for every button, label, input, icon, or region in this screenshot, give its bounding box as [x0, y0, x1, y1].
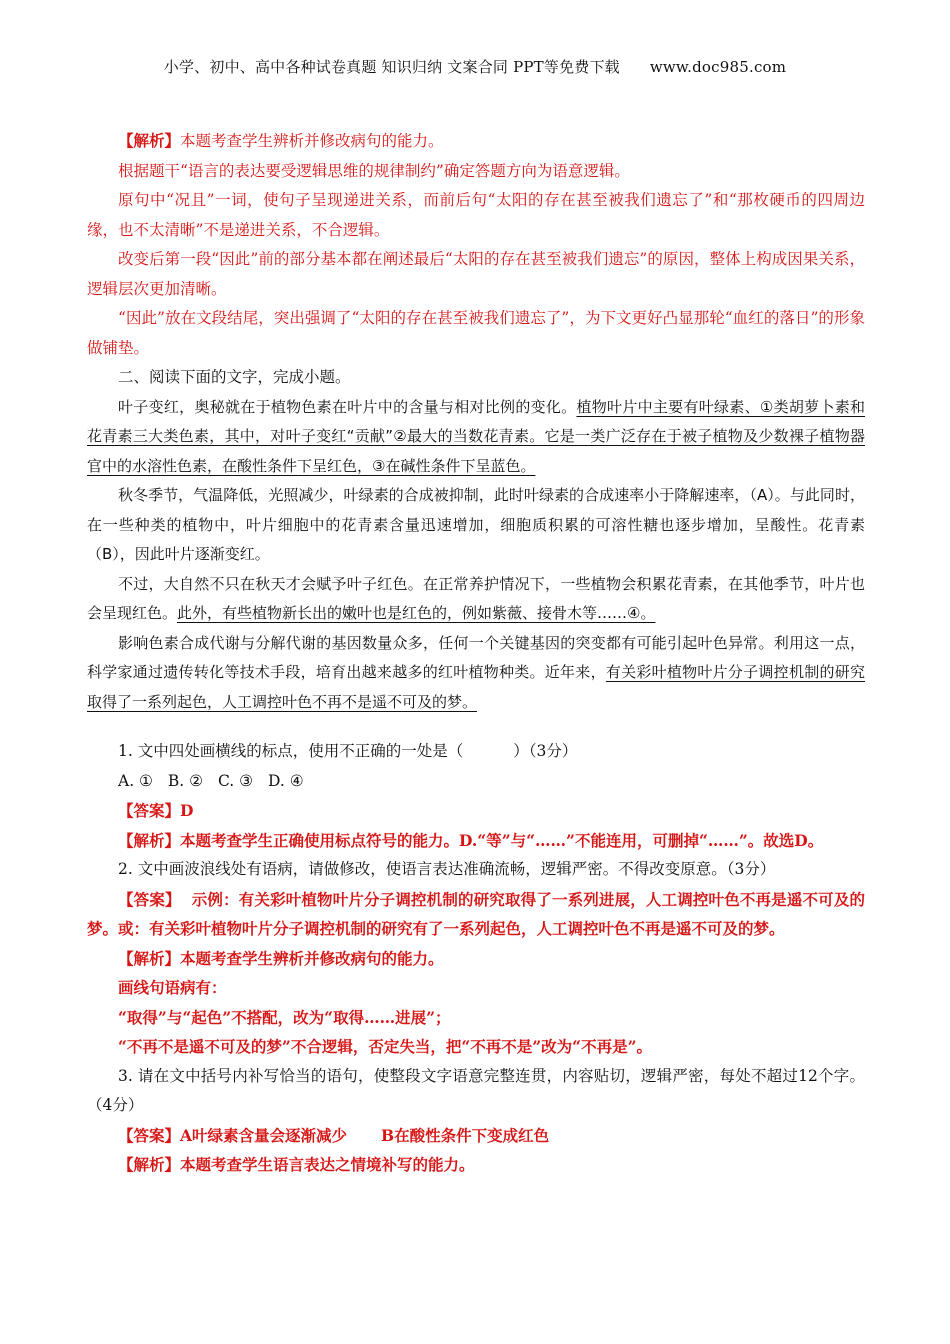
- passage-paragraph-2: 秋冬季节，气温降低，光照减少，叶绿素的合成被抑制，此时叶绿素的合成速率小于降解速率，（A）。与此同时，在一些种类的植物中，叶片细胞中的花青素含量迅速增加，细胞质积累的可溶性糖也逐步增加，呈酸性。花青素（B），因此叶片逐渐变红。: [87, 486, 865, 563]
- page-header: [0, 56, 950, 77]
- question-2-stem: 2. 文中画波浪线处有语病，请做修改，使语言表达准确流畅，逻辑严密。不得改变原意。（3分）: [118, 860, 776, 878]
- question-3-stem: 3. 请在文中括号内补写恰当的语句，使整段文字语意完整连贯，内容贴切，逻辑严密，每处不超过12个字。（4分）: [87, 1066, 865, 1114]
- question-2-answer: 【答案】 示例：有关彩叶植物叶片分子调控机制的研究取得了一系列进展，人工调控叶色不再是遥不可及的梦。或：有关彩叶植物叶片分子调控机制的研究有了一系列起色，人工调控叶色不再是遥不可及的梦。: [87, 889, 865, 938]
- question-2-analysis-line: 画线句语病有：: [118, 978, 227, 997]
- analysis-prev-p5: “因此”放在文段结尾，突出强调了“太阳的存在甚至被我们遗忘了”，为下文更好凸显那轮“血红的落日”的形象做铺垫。: [87, 309, 865, 357]
- section-heading: 二、阅读下面的文字，完成小题。: [118, 368, 351, 386]
- question-3-answer: 【答案】A叶绿素含量会逐渐减少 B在酸性条件下变成红色: [118, 1125, 550, 1145]
- question-1-stem: 1. 文中四处画横线的标点，使用不正确的一处是（ ）（3分）: [118, 742, 578, 760]
- question-1-options: [87, 767, 865, 797]
- question-2-analysis-line: “取得”与“起色”不搭配，改为“取得……进展”；: [118, 1007, 451, 1027]
- analysis-prev-p1: 【解析】本题考查学生辨析并修改病句的能力。: [118, 131, 444, 150]
- question-3-analysis: 【解析】本题考查学生语言表达之情境补写的能力。: [118, 1155, 475, 1174]
- underlined-sentence: 植物叶片中主要有叶绿素、①类胡萝卜素和花青素三大类色素，其中，对叶子变红“贡献”②最大的当数花青素。它是一类广泛存在于被子植物及少数裸子植物器官中的水溶性色素，在酸性条件下呈红色，③在碱性条件下呈蓝色。: [87, 397, 865, 475]
- question-1-answer: 【答案】D: [118, 801, 194, 820]
- option-c: C. ③: [217, 771, 254, 790]
- header-site-link[interactable]: www.doc985.com: [649, 58, 787, 76]
- question-2-analysis-line: “不再不是遥不可及的梦”不合逻辑，否定失当，把“不再不是”改为“不再是”。: [118, 1037, 652, 1056]
- option-d: D. ④: [267, 771, 304, 790]
- passage-paragraph-3: 不过，大自然不只在秋天才会赋予叶子红色。在正常养护情况下，一些植物会积累花青素，在其他季节，叶片也会呈现红色。此外，有些植物新长出的嫩叶也是红色的，例如紫薇、接骨木等……④。: [87, 574, 865, 622]
- document-body: [87, 126, 865, 1180]
- option-a: A. ①: [118, 771, 153, 790]
- underlined-sentence: 此外，有些植物新长出的嫩叶也是红色的，例如紫薇、接骨木等……④。: [177, 604, 656, 622]
- analysis-prev-p3: 原句中“况且”一词，使句子呈现递进关系，而前后句“太阳的存在甚至被我们遗忘了”和“那枚硬币的四周边缘，也不太清晰”不是递进关系，不合逻辑。: [87, 191, 865, 239]
- analysis-prev-p2: 根据题干“语言的表达要受逻辑思维的规律制约”确定答题方向为语意逻辑。: [118, 161, 630, 180]
- passage-paragraph-1: 叶子变红，奥秘就在于植物色素在叶片中的含量与相对比例的变化。植物叶片中主要有叶绿素、①类胡萝卜素和花青素三大类色素，其中，对叶子变红“贡献”②最大的当数花青素。它是一类广泛存在于被子植物及少数裸子植物器官中的水溶性色素，在酸性条件下呈红色，③在碱性条件下呈蓝色。: [87, 397, 865, 475]
- question-1-analysis: 【解析】本题考查学生正确使用标点符号的能力。D.“等”与“……”不能连用，可删掉“……”。故选D。: [118, 830, 824, 850]
- question-2-analysis: 【解析】本题考查学生辨析并修改病句的能力。: [118, 948, 444, 968]
- option-b: B. ②: [167, 771, 204, 790]
- wavy-underlined-sentence: 有关彩叶植物叶片分子调控机制的研究取得了一系列起色，人工调控叶色不再不是遥不可及的梦。: [87, 663, 865, 711]
- header-text: 小学、初中、高中各种试卷真题 知识归纳 文案合同 PPT等免费下载: [163, 58, 620, 76]
- analysis-prev-p4: 改变后第一段“因此”前的部分基本都在阐述最后“太阳的存在甚至被我们遗忘”的原因，整体上构成因果关系，逻辑层次更加清晰。: [87, 250, 865, 298]
- passage-paragraph-4: 影响色素合成代谢与分解代谢的基因数量众多，任何一个关键基因的突变都有可能引起叶色异常。利用这一点，科学家通过遗传转化等技术手段，培育出越来越多的红叶植物种类。近年来，有关彩叶植物叶片分子调控机制的研究取得了一系列起色，人工调控叶色不再不是遥不可及的梦。: [87, 633, 865, 711]
- analysis-tag: 【解析】: [118, 131, 181, 150]
